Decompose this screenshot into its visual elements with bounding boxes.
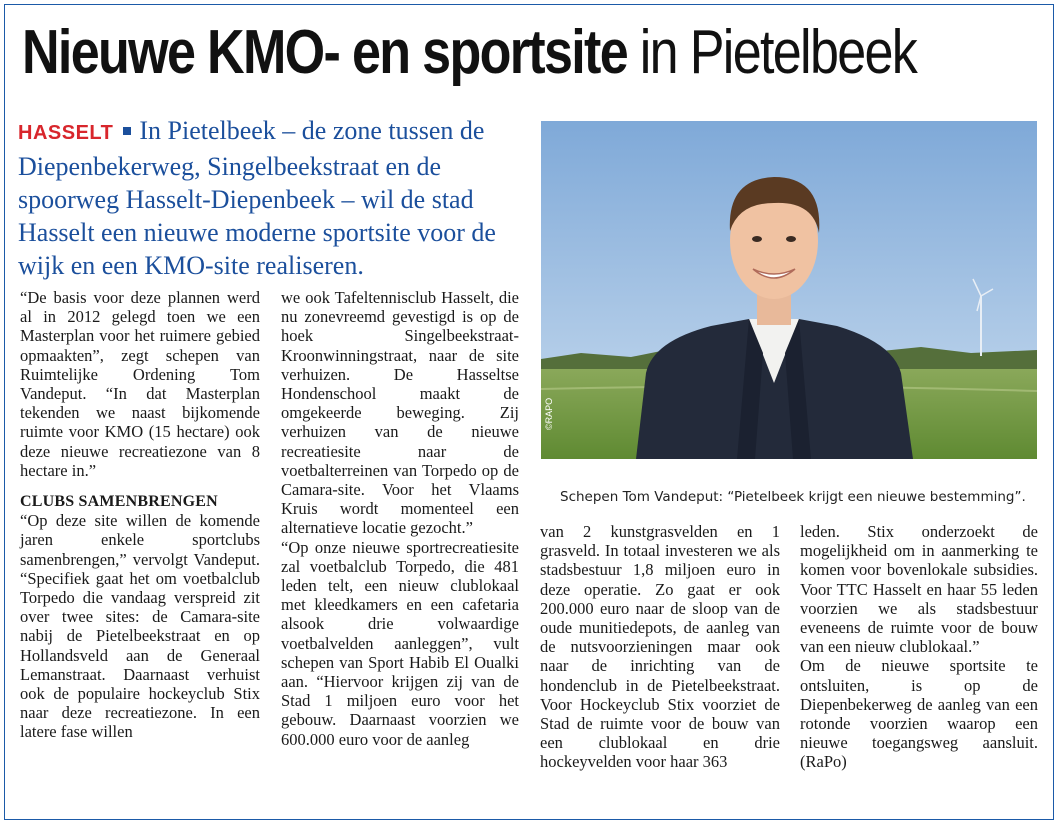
body-column-2 — [281, 288, 519, 749]
bullet-square-icon — [123, 127, 131, 135]
subheading: CLUBS SAMENBRENGEN — [20, 493, 218, 511]
eye-left — [752, 236, 762, 242]
body-paragraph: van 2 kunstgrasvelden en 1 grasveld. In totaal investeren we als stadsbestuur 1,8 miljoen euro in deze operatie. Zo gaat er ook 200.000 euro naar de sloop van de oude munitiedepots, de aanleg van de nutsvoorzieningen maar ook naar de inrichting van de hondenclub in de Pietelbeekstraat. Voor Hockeyclub Stix voorziet de Stad de ruimte voor de bouw van een clublokaal en drie hockeyvelden voor haar 363 — [540, 522, 780, 772]
headline-light: in Pietelbeek — [639, 18, 917, 87]
photo-credit: ©RAPO — [544, 397, 554, 430]
body-paragraph: leden. Stix onderzoekt de mogelijkheid om in aanmerking te komen voor bovenlokale subsidies. Voor TTC Hasselt en haar 55 leden voorzien we als stadsbestuur eveneens de ruimte voor de bouw van een nieuw clublokaal.” — [800, 522, 1038, 657]
body-column-1 — [20, 288, 260, 742]
body-paragraph: “Op onze nieuwe sportrecreatiesite zal voetbalclub Torpedo, die 481 leden telt, een nieuw clublokaal met kleedkamers en een cafetaria alsook drie volwaardige voetbalvelden aanleggen”, vult schepen van Sport Habib El Oualki aan. “Hiervoor krijgen zij van de Stad 1 miljoen euro voor het gebouw. Daarnaast voorzien we 600.000 euro voor de aanleg — [281, 537, 519, 749]
body-paragraph: Om de nieuwe sportsite te ontsluiten, is op de Diepenbekerweg de aanleg van een rotonde voorzien waarop een nieuwe toegangsweg aansluit. (RaPo) — [800, 656, 1038, 772]
photo-caption: Schepen Tom Vandeput: “Pietelbeek krijgt een nieuwe bestemming”. — [560, 489, 1026, 505]
body-column-4 — [800, 522, 1038, 772]
body-paragraph: we ook Tafeltennisclub Hasselt, die nu zonevreemd gevestigd is op de hoek Singelbeekstraat-Kroonwinningstraat, naar de site verhuizen. De Hasseltse Hondenschool maakt de omgekeerde beweging. Zij verhuizen van de nieuwe recreatiesite naar de voetbalterreinen van Torpedo op de Camara-site. Voor het Vlaams Kruis wordt momenteel een alternatieve locatie gezocht.” — [281, 288, 519, 538]
headline — [22, 14, 916, 92]
body-paragraph: “Op deze site willen de komende jaren enkele sportclubs samenbrengen,” vervolgt Vandeput. “Specifiek gaat het om voetbalclub Torpedo die vandaag verspreid zit over twee sites: de Camara-site nabij de Pietelbeekstraat en op Hollandsveld aan de Generaal Lemanstraat. Daarnaast verhuist ook de populaire hockeyclub Stix naar deze recreatiezone. In een latere fase willen — [20, 511, 260, 742]
lead-paragraph — [18, 114, 528, 282]
body-column-3 — [540, 522, 780, 772]
eye-right — [786, 236, 796, 242]
body-paragraph: “De basis voor deze plannen werd al in 2012 gelegd toen we een Masterplan voor het ruimere gebied opmaakten”, zegt schepen van Ruimtelijke Ordening Tom Vandeput. “In dat Masterplan tekenden we naast bijkomende ruimte voor KMO (15 hectare) ook deze nieuwe recreatiezone van 8 hectare in.” — [20, 288, 260, 480]
headline-bold: Nieuwe KMO- en sportsite — [22, 18, 627, 87]
article-photo — [541, 121, 1037, 459]
photo-illustration — [541, 121, 1037, 459]
lead-text: In Pietelbeek – de zone tussen de Diepenbekerweg, Singelbeekstraat en de spoorweg Hasselt-Diepenbeek – wil de stad Hasselt een nieuwe moderne sportsite voor de wijk en een KMO-site realiseren. — [18, 116, 496, 280]
dateline: HASSELT — [18, 122, 114, 144]
